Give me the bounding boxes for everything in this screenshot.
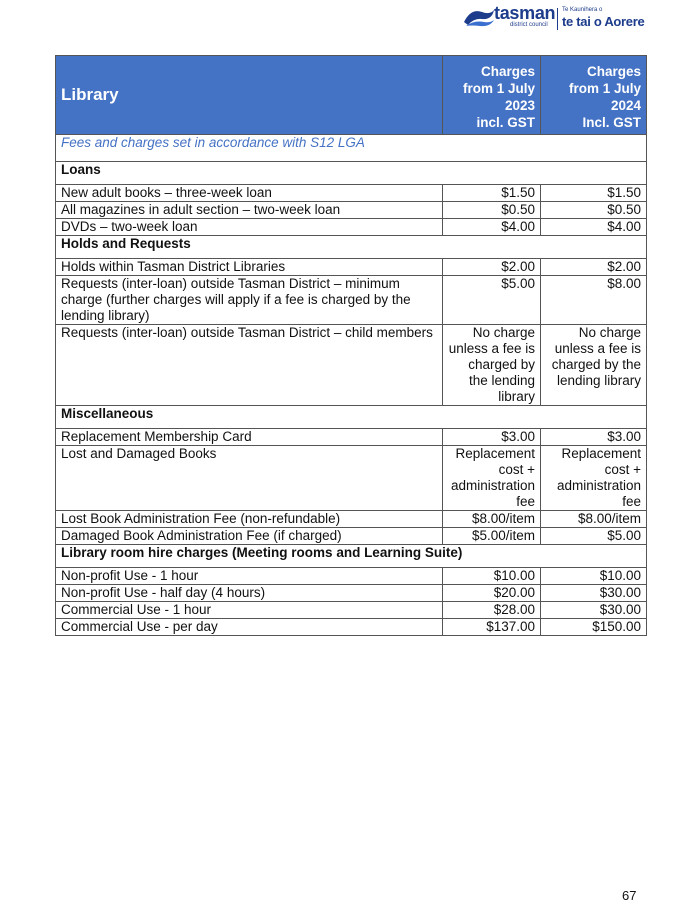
charge-2024-cell: $4.00 <box>541 219 647 236</box>
charge-2024-cell: Replacement cost + administration fee <box>541 446 647 511</box>
logo-word: tasman <box>494 3 556 23</box>
table-row <box>56 568 647 585</box>
section-title: Loans <box>56 162 647 185</box>
item-cell: Non-profit Use - half day (4 hours) <box>56 585 443 602</box>
table-row <box>56 528 647 545</box>
charge-2023-cell: $8.00/item <box>443 511 541 528</box>
charge-2024-cell: $3.00 <box>541 429 647 446</box>
charge-2024-cell: $5.00 <box>541 528 647 545</box>
header-2023-line: from 1 July <box>462 81 535 96</box>
charge-2023-cell: $10.00 <box>443 568 541 585</box>
charge-2024-cell: $150.00 <box>541 619 647 636</box>
charge-2023-cell: Replacement cost + administration fee <box>443 446 541 511</box>
charge-2024-cell: $2.00 <box>541 259 647 276</box>
section-title: Library room hire charges (Meeting rooms and Learning Suite) <box>56 545 647 568</box>
charge-2023-cell: $1.50 <box>443 185 541 202</box>
item-cell: DVDs – two-week loan <box>56 219 443 236</box>
logo-divider <box>557 8 558 30</box>
charge-2023-cell: $3.00 <box>443 429 541 446</box>
table-row <box>56 202 647 219</box>
item-cell: Commercial Use - per day <box>56 619 443 636</box>
header-2024-line: Charges <box>586 64 641 79</box>
header-2024-line: Incl. GST <box>582 115 641 130</box>
charge-2024-cell: $1.50 <box>541 185 647 202</box>
table-title: Library <box>56 56 443 135</box>
item-cell: New adult books – three-week loan <box>56 185 443 202</box>
item-cell: Lost Book Administration Fee (non-refundable) <box>56 511 443 528</box>
charge-2024-cell: $0.50 <box>541 202 647 219</box>
table-row <box>56 446 647 511</box>
charge-2024-cell: $10.00 <box>541 568 647 585</box>
table-header-row <box>56 56 647 135</box>
library-fees-table <box>55 55 647 636</box>
charge-2024-cell: $8.00 <box>541 276 647 325</box>
section-title: Holds and Requests <box>56 236 647 259</box>
fees-note: Fees and charges set in accordance with S12 LGA <box>56 135 647 162</box>
section-row <box>56 236 647 259</box>
header-2023-line: Charges <box>480 64 535 79</box>
table-row <box>56 219 647 236</box>
section-row <box>56 545 647 568</box>
page-number: 67 <box>622 888 637 903</box>
table-row <box>56 276 647 325</box>
charge-2023-cell: $5.00 <box>443 276 541 325</box>
table-row <box>56 511 647 528</box>
section-title: Miscellaneous <box>56 406 647 429</box>
section-row <box>56 162 647 185</box>
charge-2023-cell: $20.00 <box>443 585 541 602</box>
logo-maori-name: te tai o Aorere <box>562 14 645 29</box>
charge-2024-cell: No charge unless a fee is charged by the lending library <box>541 325 647 406</box>
item-cell: All magazines in adult section – two-week loan <box>56 202 443 219</box>
header-2023-line: 2023 <box>504 98 535 113</box>
table-row <box>56 325 647 406</box>
charge-2023-cell: $2.00 <box>443 259 541 276</box>
charge-2023-cell: No charge unless a fee is charged by the lending library <box>443 325 541 406</box>
charge-2023-cell: $4.00 <box>443 219 541 236</box>
charge-2024-cell: $8.00/item <box>541 511 647 528</box>
charge-2023-cell: $5.00/item <box>443 528 541 545</box>
header-2024-line: 2024 <box>610 98 641 113</box>
charge-2023-cell: $28.00 <box>443 602 541 619</box>
header-2024-line: from 1 July <box>568 81 641 96</box>
charge-2024-cell: $30.00 <box>541 585 647 602</box>
table-row <box>56 429 647 446</box>
table-row <box>56 619 647 636</box>
tasman-logo-mark-icon <box>462 6 496 28</box>
charge-2024-cell: $30.00 <box>541 602 647 619</box>
item-cell: Holds within Tasman District Libraries <box>56 259 443 276</box>
item-cell: Non-profit Use - 1 hour <box>56 568 443 585</box>
charge-2023-cell: $137.00 <box>443 619 541 636</box>
note-row <box>56 135 647 162</box>
item-cell: Replacement Membership Card <box>56 429 443 446</box>
table-row <box>56 585 647 602</box>
item-cell: Requests (inter-loan) outside Tasman District – child members <box>56 325 443 406</box>
item-cell: Commercial Use - 1 hour <box>56 602 443 619</box>
logo-maori-small: Te Kaunihera o <box>562 7 603 13</box>
item-cell: Lost and Damaged Books <box>56 446 443 511</box>
header-2023-line: incl. GST <box>476 115 535 130</box>
item-cell: Damaged Book Administration Fee (if charged) <box>56 528 443 545</box>
logo-subtitle: district council <box>510 22 548 28</box>
section-row <box>56 406 647 429</box>
tasman-logo <box>462 3 662 32</box>
header-charges-2023 <box>443 56 541 135</box>
header-charges-2024 <box>541 56 647 135</box>
table-row <box>56 185 647 202</box>
table-row <box>56 259 647 276</box>
charge-2023-cell: $0.50 <box>443 202 541 219</box>
table-row <box>56 602 647 619</box>
item-cell: Requests (inter-loan) outside Tasman District – minimum charge (further charges will apply if a fee is charged by the lending library) <box>56 276 443 325</box>
